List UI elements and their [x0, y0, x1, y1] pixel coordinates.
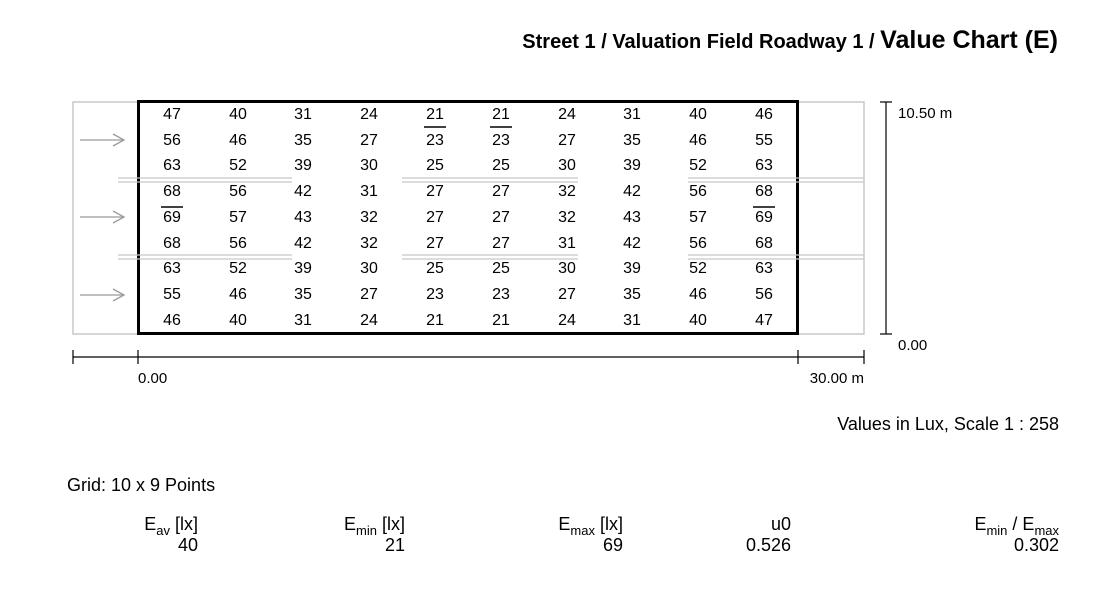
stat-minimum — [225, 514, 405, 556]
grid-value: 40 — [229, 312, 247, 329]
grid-value: 39 — [294, 157, 312, 174]
grid-value: 55 — [163, 286, 181, 303]
grid-value: 52 — [689, 260, 707, 277]
grid-value: 25 — [426, 260, 444, 277]
grid-value: 55 — [755, 132, 773, 149]
grid-value: 31 — [294, 106, 312, 123]
grid-value: 39 — [623, 260, 641, 277]
grid-info: Grid: 10 x 9 Points — [67, 475, 216, 495]
grid-value: 56 — [229, 183, 247, 200]
length-dimension — [73, 350, 864, 387]
stat-uniformity — [611, 514, 791, 556]
grid-value: 39 — [294, 260, 312, 277]
title-chart-name: Value Chart (E) — [880, 26, 1058, 54]
grid-value: 68 — [163, 183, 181, 200]
grid-value: 63 — [755, 157, 773, 174]
grid-value: 23 — [492, 132, 510, 149]
grid-value: 30 — [360, 157, 378, 174]
grid-value: 42 — [294, 183, 312, 200]
stat-min-max-ratio — [879, 514, 1059, 556]
grid-value: 27 — [492, 235, 510, 252]
stat-average-value: 40 — [177, 535, 198, 555]
grid-value: 31 — [623, 106, 641, 123]
grid-value: 21 — [426, 312, 444, 329]
length-start-label: 0.00 — [138, 370, 168, 387]
grid-value: 24 — [558, 312, 576, 329]
grid-value: 52 — [229, 157, 247, 174]
grid-value: 23 — [426, 286, 444, 303]
grid-value: 47 — [755, 312, 773, 329]
grid-value: 56 — [229, 235, 247, 252]
grid-value: 25 — [492, 260, 510, 277]
value-grid — [161, 106, 775, 333]
grid-value: 32 — [360, 209, 378, 226]
grid-value: 63 — [163, 260, 181, 277]
height-bottom-label: 0.00 — [898, 337, 928, 354]
grid-value: 47 — [163, 106, 181, 123]
grid-value: 24 — [360, 312, 378, 329]
stat-minimum-label: $E_{min}$ [lx] — [344, 514, 405, 538]
grid-value: 57 — [229, 209, 247, 226]
grid-value: 46 — [163, 312, 181, 329]
grid-value: 57 — [689, 209, 707, 226]
grid-value: 27 — [360, 132, 378, 149]
grid-value: 24 — [558, 106, 576, 123]
grid-value: 25 — [492, 157, 510, 174]
grid-value: 39 — [623, 157, 641, 174]
stat-maximum-label: $E_{max}$ [lx] — [558, 514, 623, 538]
grid-value: 46 — [689, 132, 707, 149]
grid-value: 56 — [755, 286, 773, 303]
grid-value: 27 — [426, 209, 444, 226]
grid-value: 21 — [492, 106, 510, 123]
grid-value: 23 — [492, 286, 510, 303]
stat-min-max-ratio-label: $E_{min} / E_{max}$ — [974, 514, 1059, 538]
grid-value: 46 — [229, 286, 247, 303]
stat-maximum — [443, 514, 623, 556]
grid-value: 40 — [229, 106, 247, 123]
grid-value: 27 — [360, 286, 378, 303]
grid-value: 42 — [294, 235, 312, 252]
stat-average-label: $E_{av}$ [lx] — [144, 514, 198, 538]
grid-value: 46 — [755, 106, 773, 123]
grid-value: 27 — [426, 183, 444, 200]
grid-value: 35 — [623, 132, 641, 149]
grid-value: 21 — [492, 312, 510, 329]
grid-value: 30 — [558, 260, 576, 277]
grid-value: 35 — [294, 286, 312, 303]
stat-uniformity-label: u0 — [770, 514, 791, 534]
grid-value: 23 — [426, 132, 444, 149]
grid-value: 35 — [623, 286, 641, 303]
title-path: Street 1 / Valuation Field Roadway 1 / — [522, 31, 875, 53]
grid-value: 69 — [163, 209, 181, 226]
grid-value: 25 — [426, 157, 444, 174]
grid-value: 43 — [623, 209, 641, 226]
grid-value: 42 — [623, 183, 641, 200]
grid-value: 68 — [163, 235, 181, 252]
grid-value: 24 — [360, 106, 378, 123]
grid-value: 52 — [229, 260, 247, 277]
grid-value: 43 — [294, 209, 312, 226]
grid-value: 68 — [755, 235, 773, 252]
grid-value: 27 — [558, 286, 576, 303]
grid-value: 27 — [558, 132, 576, 149]
road-boundary — [73, 102, 864, 334]
traffic-arrows — [80, 134, 124, 301]
grid-value: 32 — [558, 183, 576, 200]
stat-min-max-ratio-value: 0.302 — [1013, 535, 1059, 555]
grid-value: 27 — [492, 209, 510, 226]
stat-uniformity-value: 0.526 — [745, 535, 791, 555]
grid-value: 52 — [689, 157, 707, 174]
grid-value: 31 — [558, 235, 576, 252]
length-end-label: 30.00 m — [809, 370, 864, 387]
grid-value: 35 — [294, 132, 312, 149]
grid-value: 31 — [623, 312, 641, 329]
grid-value: 69 — [755, 209, 773, 226]
grid-value: 68 — [755, 183, 773, 200]
grid-value: 27 — [492, 183, 510, 200]
grid-value: 46 — [229, 132, 247, 149]
road-outline — [73, 102, 864, 335]
stat-minimum-value: 21 — [384, 535, 405, 555]
grid-value: 56 — [689, 235, 707, 252]
grid-value: 40 — [689, 312, 707, 329]
grid-value: 63 — [755, 260, 773, 277]
grid-value: 56 — [163, 132, 181, 149]
grid-value: 31 — [294, 312, 312, 329]
grid-value: 30 — [360, 260, 378, 277]
grid-value: 27 — [426, 235, 444, 252]
grid-value: 21 — [426, 106, 444, 123]
grid-value: 46 — [689, 286, 707, 303]
grid-value: 32 — [360, 235, 378, 252]
grid-value: 30 — [558, 157, 576, 174]
grid-value: 40 — [689, 106, 707, 123]
grid-value: 31 — [360, 183, 378, 200]
grid-value: 32 — [558, 209, 576, 226]
stat-maximum-value: 69 — [602, 535, 623, 555]
grid-value: 63 — [163, 157, 181, 174]
height-top-label: 10.50 m — [898, 105, 953, 122]
grid-value: 42 — [623, 235, 641, 252]
scale-note: Values in Lux, Scale 1 : 258 — [837, 414, 1059, 434]
stat-average — [18, 514, 198, 556]
grid-value: 56 — [689, 183, 707, 200]
height-dimension — [880, 102, 952, 354]
